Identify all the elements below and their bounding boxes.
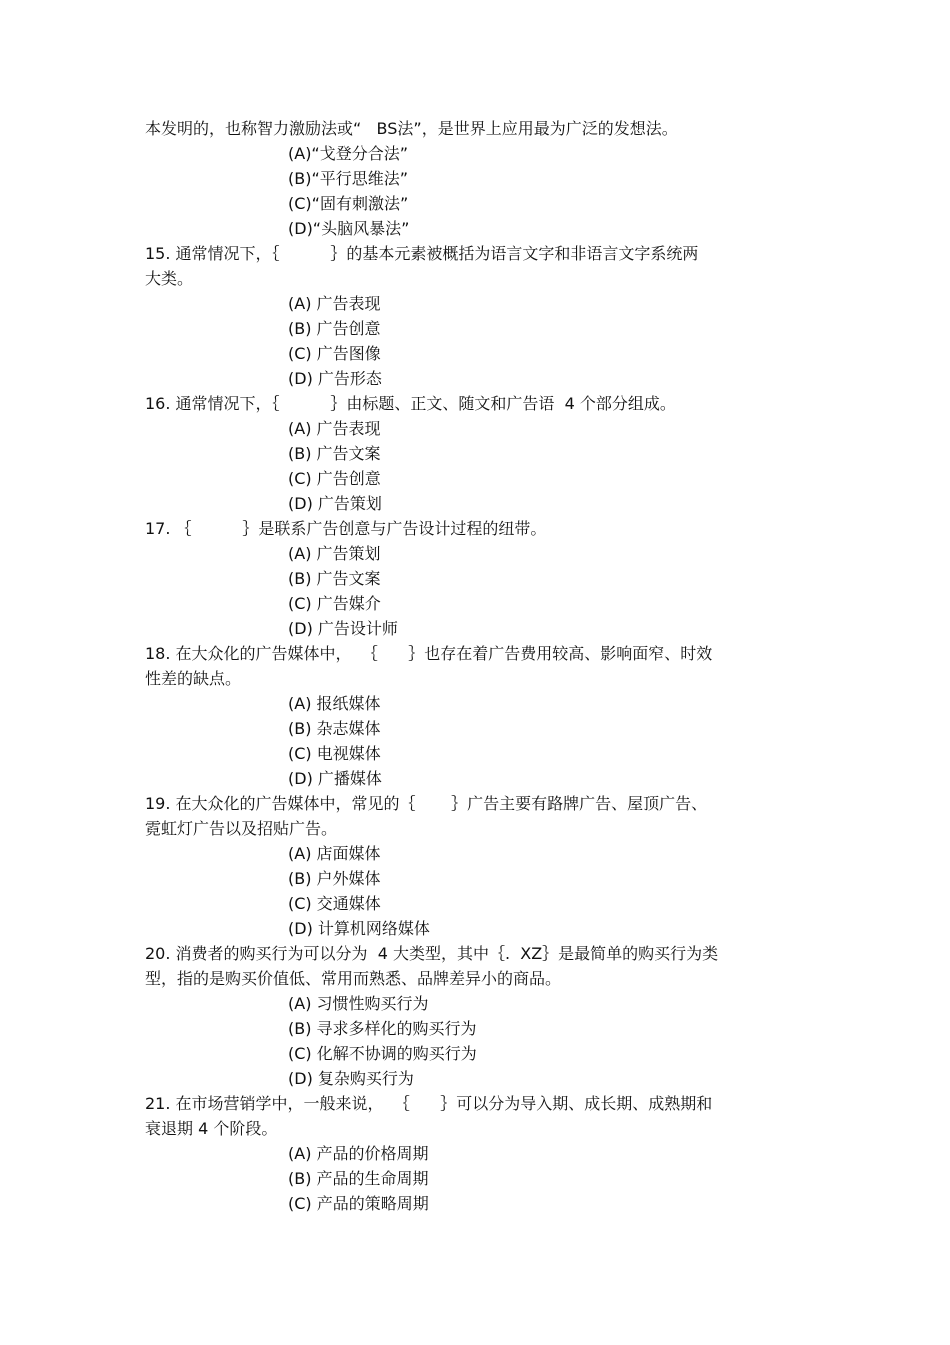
question-text-line: 18. 在大众化的广告媒体中， ｛ ｝也存在着广告费用较高、影响面窄、时效	[145, 644, 713, 663]
answer-option: (A) 店面媒体	[288, 844, 381, 863]
answer-option: (A) 广告策划	[288, 544, 381, 563]
answer-option: (C) 化解不协调的购买行为	[288, 1044, 477, 1063]
answer-option: (B) 广告创意	[288, 319, 381, 338]
answer-option: (D) 广告策划	[288, 494, 382, 513]
answer-option: (C) 广告创意	[288, 469, 381, 488]
question-text-line: 型，指的是购买价值低、常用而熟悉、品牌差异小的商品。	[145, 969, 562, 988]
answer-option: (D) 广告设计师	[288, 619, 398, 638]
answer-option: (A)“戈登分合法”	[288, 144, 409, 163]
answer-option: (A) 习惯性购买行为	[288, 994, 429, 1013]
question-text-line: 本发明的，也称智力激励法或“ BS法”，是世界上应用最为广泛的发想法。	[145, 119, 678, 138]
answer-option: (C) 交通媒体	[288, 894, 381, 913]
answer-option: (B) 寻求多样化的购买行为	[288, 1019, 477, 1038]
answer-option: (A) 报纸媒体	[288, 694, 381, 713]
answer-option: (A) 广告表现	[288, 419, 381, 438]
question-text-line: 衰退期 4 个阶段。	[145, 1119, 278, 1138]
question-text-line: 大类。	[145, 269, 194, 288]
answer-option: (C) 广告媒介	[288, 594, 381, 613]
answer-option: (A) 广告表现	[288, 294, 381, 313]
question-text-line: 19. 在大众化的广告媒体中，常见的｛ ｝广告主要有路牌广告、屋顶广告、	[145, 794, 708, 813]
answer-option: (B) 杂志媒体	[288, 719, 381, 738]
answer-option: (C) 广告图像	[288, 344, 381, 363]
question-text-line: 霓虹灯广告以及招贴广告。	[145, 819, 338, 838]
answer-option: (C) 电视媒体	[288, 744, 381, 763]
answer-option: (D) 广告形态	[288, 369, 382, 388]
question-text-line: 16. 通常情况下，｛ ｝由标题、正文、随文和广告语 4 个部分组成。	[145, 394, 676, 413]
question-text-line: 17. ｛ ｝是联系广告创意与广告设计过程的纽带。	[145, 519, 547, 538]
answer-option: (C) 产品的策略周期	[288, 1194, 429, 1213]
answer-option: (B) 广告文案	[288, 444, 381, 463]
question-text-line: 性差的缺点。	[145, 669, 242, 688]
answer-option: (D) 计算机网络媒体	[288, 919, 430, 938]
answer-option: (B) 广告文案	[288, 569, 381, 588]
answer-option: (B) 产品的生命周期	[288, 1169, 429, 1188]
answer-option: (C)“固有刺激法”	[288, 194, 409, 213]
answer-option: (B) 户外媒体	[288, 869, 381, 888]
answer-option: (D) 复杂购买行为	[288, 1069, 414, 1088]
question-text-line: 21. 在市场营销学中，一般来说， ｛ ｝可以分为导入期、成长期、成熟期和	[145, 1094, 713, 1113]
question-text-line: 15. 通常情况下，｛ ｝的基本元素被概括为语言文字和非语言文字系统两	[145, 244, 699, 263]
answer-option: (D) 广播媒体	[288, 769, 382, 788]
answer-option: (A) 产品的价格周期	[288, 1144, 429, 1163]
answer-option: (B)“平行思维法”	[288, 169, 409, 188]
question-text-line: 20. 消费者的购买行为可以分为 4 大类型，其中｛. XZ｝是最简单的购买行为类	[145, 944, 719, 963]
answer-option: (D)“头脑风暴法”	[288, 219, 410, 238]
